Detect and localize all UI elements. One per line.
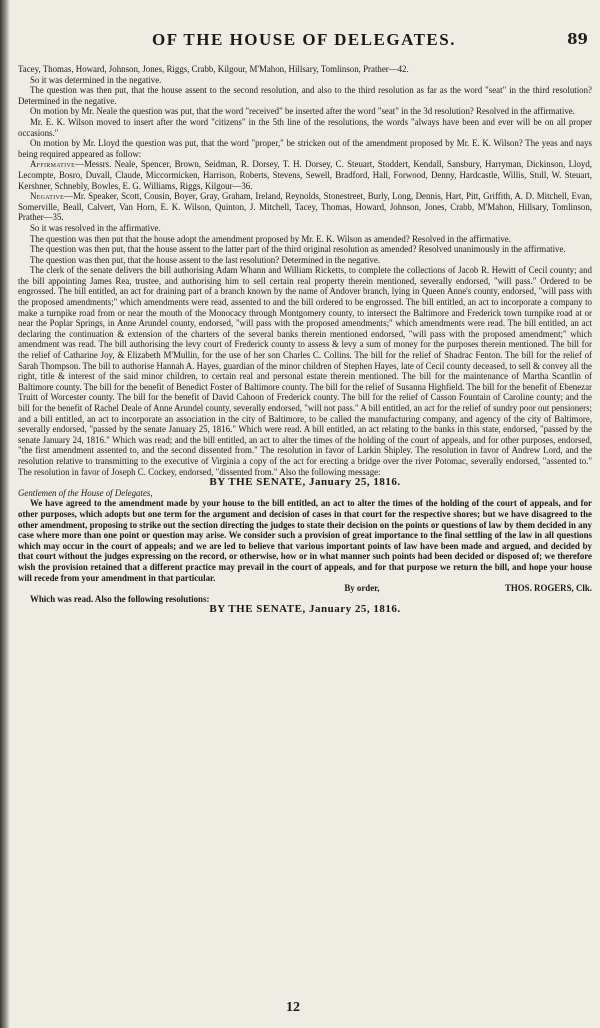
vote-list: —Messrs. Neale, Spencer, Brown, Seidman, R. Dorsey, T. H. Dorsey, C. Steuart, Stoddert, Kendall, Sansbury, Harryman, Dickinson, Lloyd, Lecompte, Bosro, Duvall, Claude, Miccormicken, Harrison, Roberts, Stevens, Sewell, Bradford, Hall, Forwood, Denny, Hardcastle, Willis, Stull, W. Steuart, Kershner, Schnebly, Bowles, E. G. Williams, Riggs, Kilgour—36. [18,159,592,191]
signature-mark: 12 [286,1000,300,1015]
page-header [16,30,592,54]
vote-negative [18,191,592,223]
salutation: Gentlemen of the House of Delegates, [18,487,153,498]
body-text [18,64,592,615]
by-order: By order, [344,583,380,594]
senate-heading: BY THE SENATE, January 25, 1816. [209,476,401,489]
signatory: THOS. ROGERS, Clk. [504,583,592,594]
paragraph: So it was determined in the negative. [30,74,162,85]
signature-line [18,583,592,594]
senate-message: We have agreed to the amendment made by your house to the bill entitled, an act to alter the times of the holding of the court of appeals, and for other purposes, which adopts but one term for the argument and decision of cases in that court for the respective shores; but we have disagreed to the other amendment, proposing to strike out the section directing the judges to state their decision on the points or questions of law by them decided in any case where more than one point or question may arise. We consider such a provision of great importance to the final settling of the law in all questions which may occur in the court of appeals; and we are led to believe that various important points of law have been made and argued, and decided by that court without the judges expressing on the record, or otherwise, how or in what manner such points had been decided or disposed of; we therefore wish the provision retained that a different practice may prevail in the court of appeals, and for that purpose we return the bill, and hope your house will recede from your amendment in that particular. [18,498,592,583]
vote-label: Negative [30,191,65,202]
paragraph: On motion by Mr. Lloyd the question was put, that the word "proper," be stricken out of the amendment proposed by Mr. E. K. Wilson? The yeas and nays being required appeared as follow: [18,138,592,159]
paragraph: The question was then put, that the house assent to the last resolution? Determined in the negative. [30,254,380,265]
paragraph: So it was resolved in the affirmative. [30,222,161,233]
vote-label: Affirmative [30,159,76,170]
paragraph: The clerk of the senate delivers the bill authorising Adam Whann and William Ricketts, to complete the collections of Jacob R. Hewitt of Cecil county; and the bill appointing James Rea, trustee, and authorising him to sell certain real property therein mentioned, severally endorsed, "will pass." Ordered to be engrossed. The bill entitled, an act for draining part of a branch known by the name of Andover branch, lying in Queen Anne's county, endorsed, "will pass with the proposed amendments;" which amendments were read, assented to and the bill ordered to be engrossed. The bill entitled, an act to incorporate a company to make a turnpike road from or near the mouth of the Monocacy through Montgomery county, to intersect the Baltimore and Frederick town turnpike road at or near the Poplar Springs, in Anne Arundel county, endorsed, "will pass with the proposed amendments;" which amendments were read. The bill entitled, an act declaring the continuation & extension of the charters of the several banks therein mentioned endorsed, "will pass with the proposed amendment;" which amendment was read. The bill authorising the levy court of Frederick county to assess & levy a sum of money for the purposes therein mentioned. The bill for the relief of Catharine Joy, & Elizabeth M'Mullin, for the use of her son Charles C. Collins. The bill for the relief of Shadrac Fenton. The bill for the relief of Sarah Thompson. The bill to authorise Hannah A. Hayes, guardian of the minor children of Stephen Hayes, late of Cecil county deceased, to sell & convey all the right, title & interest of the said minor children, to certain real and personal estate therein mentioned. The bill for the maintenance of Martha Scantlin of Baltimore county. The bill for the benefit of Benedict Foster of Baltimore county. The bill for the relief of Susanna Highfield. The bill for the benefit of Ebenezar Truitt of Worcester county. The bill for the benefit of David Cahoon of Frederick county. The bill for the relief of Casson Fountain of Caroline county; and the bill for the benefit of Rachel Deale of Anne Arundel county, severally endorsed, "will not pass." A bill entitled, an act for the relief of sundry poor out pensioners; and a bill entitled, an act to incorporate an association in the city of Baltimore, to be called the manufacturing company, and agency of the city of Baltimore, severally endorsed, "passed by the senate January 25, 1816." Which were read. A bill entitled, an act relating to the banks in this state, endorsed, "passed by the senate January 24, 1816." Which was read; and the bill entitled, an act to alter the times of the holding of the court of appeals, and for other purposes, endorsed, "the first amendment assented to, and the second dissented from." The resolution in favor of Larkin Shipley. The resolution in favor of Andrew Lord, and the resolution relative to transmitting to the executive of Virginia a copy of the act for erecting a bridge over the river Potomac, severally endorsed, "assented to." The resolution in favor of Joseph C. Cockey, endorsed, "dissented from." Also the following message: [18,265,592,477]
paragraph: Which was read. Also the following resolutions: [30,593,210,604]
paragraph: Tacey, Thomas, Howard, Johnson, Jones, Riggs, Crabb, Kilgour, M'Mahon, Hillsary, Tomlinson, Prather—42. [18,64,409,74]
page-number: 89 [567,30,588,48]
paragraph: The question was then put that the house adopt the amendment proposed by Mr. E. K. Wilson as amended? Resolved in the affirmative. [30,233,511,244]
paragraph: The question was then put, that the house assent to the second resolution, and also to the third resolution as far as the word "seat" in the third resolution? Determined in the negative. [18,85,592,106]
paragraph: Mr. E. K. Wilson moved to insert after the word "citizens" in the 5th line of the resolutions, the words "always have been and ever will be on all proper occasions." [18,116,592,138]
senate-heading: BY THE SENATE, January 25, 1816. [209,603,401,616]
paragraph: The question was then put, that the house assent to the latter part of the third original resolution as amended? Resolved unanimously in the affirmative. [30,244,566,255]
vote-affirmative [18,159,592,191]
running-head: OF THE HOUSE OF DELEGATES. [152,30,456,49]
vote-list: —Mr. Speaker, Scott, Cousin, Boyer, Gray, Graham, Ireland, Reynolds, Stonestreet, Burly, Long, Dennis, Hart, Pitt, Griffith, A. D. Mitchell, Evan, Somerville, Beall, Calvert, Van Horn, E. K. Wilson, Quinton, J. Mitchell, Tacey, Thomas, Howard, Johnson, Jones, Crabb, M'Mahon, Hillsary, Tomlinson, Prather—35. [18,191,592,223]
paragraph: On motion by Mr. Neale the question was put, that the word "received" be inserted after the word "seat" in the 3d resolution? Resolved in the affirmative. [30,106,575,117]
